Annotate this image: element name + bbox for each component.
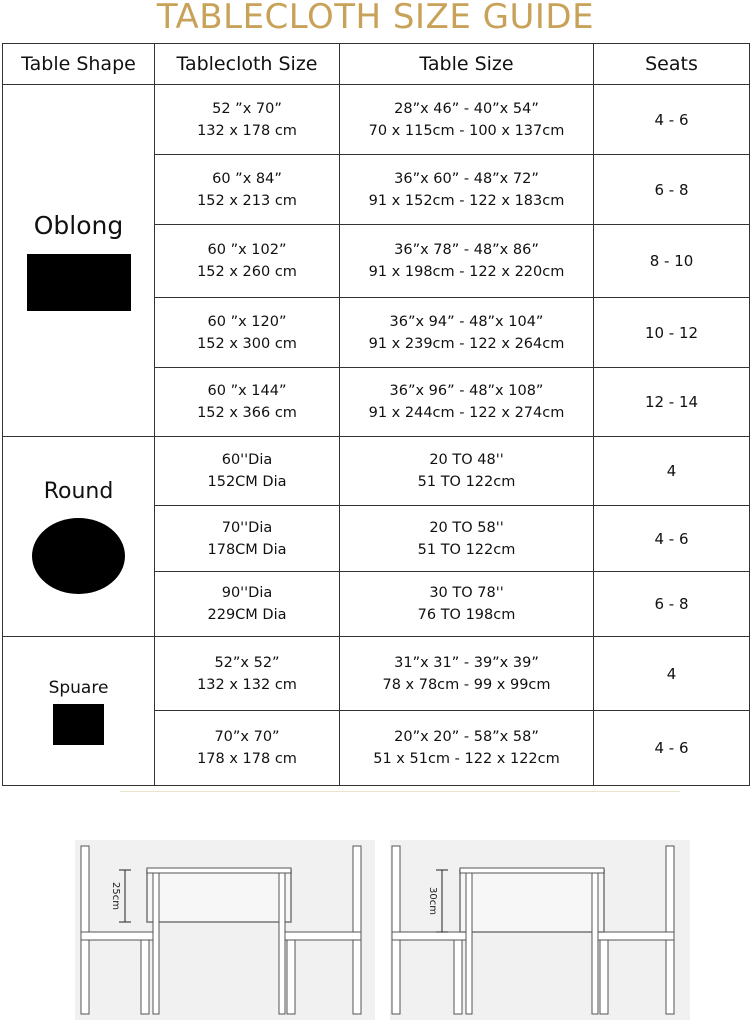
table-size-cell <box>340 155 594 225</box>
cloth-cm: 152 x 366 cm <box>197 405 297 421</box>
seats-cell: 4 - 6 <box>594 85 750 155</box>
shape-label-round: Round <box>43 479 114 504</box>
table-size-cell <box>340 298 594 368</box>
separator-line <box>120 791 680 792</box>
shape-square <box>3 637 155 786</box>
table-cm: 91 x 239cm - 122 x 264cm <box>368 335 565 352</box>
cloth-inches: 60 ”x 120” <box>207 313 287 330</box>
seats-cell: 12 - 14 <box>594 368 750 437</box>
round-shape-icon <box>32 518 125 594</box>
cloth-cm: 178CM Dia <box>207 541 287 558</box>
table-cm: 78 x 78cm - 99 x 99cm <box>382 676 551 693</box>
table-inches: 20 TO 58'' <box>429 519 504 536</box>
table-inches: 20 TO 48'' <box>429 452 504 468</box>
drop-length-label: 30cm <box>427 887 438 915</box>
table-size-cell <box>340 85 594 155</box>
header-row <box>3 44 750 85</box>
table-inches: 36”x 96” - 48”x 108” <box>389 383 544 399</box>
square-shape-icon <box>53 704 104 745</box>
cloth-size-cell <box>155 85 340 155</box>
table-size-cell <box>340 711 594 786</box>
table-size-cell <box>340 368 594 437</box>
shape-label-oblong: Oblong <box>33 210 124 240</box>
header-table-shape: Table Shape <box>3 44 155 85</box>
table-size-cell <box>340 572 594 637</box>
cloth-size-cell <box>155 572 340 637</box>
shape-label-square: Spuare <box>48 677 109 698</box>
table-inches: 20”x 20” - 58”x 58” <box>394 729 539 745</box>
table-inches: 28”x 46” - 40”x 54” <box>394 100 539 117</box>
cloth-size-cell <box>155 368 340 437</box>
cloth-cm: 152 x 300 cm <box>197 335 297 352</box>
cloth-inches: 60 ”x 84” <box>212 170 282 187</box>
seats-cell: 4 <box>594 437 750 506</box>
table-row <box>3 437 750 506</box>
drop-length-label: 25cm <box>110 882 121 910</box>
cloth-inches: 52 ”x 70” <box>212 100 282 117</box>
seats-cell: 4 <box>594 637 750 711</box>
shape-oblong <box>3 85 155 437</box>
cloth-inches: 90''Dia <box>221 585 273 601</box>
shape-round <box>3 437 155 637</box>
cloth-size-cell <box>155 506 340 572</box>
page-title: TABLECLOTH SIZE GUIDE <box>156 0 595 37</box>
cloth-size-cell <box>155 437 340 506</box>
header-table-size: Table Size <box>340 44 594 85</box>
cloth-cm: 152 x 260 cm <box>197 264 297 280</box>
cloth-size-cell <box>155 155 340 225</box>
table-chairs-illustration-right <box>390 840 690 1020</box>
header-seats: Seats <box>594 44 750 85</box>
cloth-inches: 70”x 70” <box>214 729 280 745</box>
cloth-inches: 70''Dia <box>221 519 273 536</box>
table-cm: 91 x 198cm - 122 x 220cm <box>368 264 565 280</box>
drop-diagram-left <box>75 840 375 1020</box>
table-inches: 31”x 31” - 39”x 39” <box>394 654 539 671</box>
cloth-inches: 60 ”x 144” <box>207 383 287 399</box>
cloth-size-cell <box>155 225 340 298</box>
table-inches: 36”x 60” - 48”x 72” <box>394 170 539 187</box>
table-inches: 36”x 78” - 48”x 86” <box>394 242 539 258</box>
table-cm: 51 x 51cm - 122 x 122cm <box>373 751 560 767</box>
seats-cell: 4 - 6 <box>594 711 750 786</box>
seats-cell: 4 - 6 <box>594 506 750 572</box>
seats-cell: 6 - 8 <box>594 572 750 637</box>
table-cm: 76 TO 198cm <box>417 607 516 623</box>
cloth-inches: 60 ”x 102” <box>207 242 287 258</box>
size-guide-table <box>2 43 750 786</box>
table-size-cell <box>340 637 594 711</box>
table-size-cell <box>340 437 594 506</box>
cloth-size-cell <box>155 711 340 786</box>
drop-diagram-right <box>390 840 690 1020</box>
table-size-cell <box>340 225 594 298</box>
cloth-size-cell <box>155 298 340 368</box>
table-cm: 91 x 152cm - 122 x 183cm <box>368 192 565 209</box>
header-tablecloth-size: Tablecloth Size <box>155 44 340 85</box>
seats-cell: 10 - 12 <box>594 298 750 368</box>
table-cm: 70 x 115cm - 100 x 137cm <box>368 122 565 139</box>
table-cm: 91 x 244cm - 122 x 274cm <box>368 405 565 421</box>
cloth-cm: 132 x 178 cm <box>197 122 297 139</box>
cloth-cm: 152CM Dia <box>207 474 287 490</box>
cloth-cm: 229CM Dia <box>207 607 287 623</box>
cloth-cm: 152 x 213 cm <box>197 192 297 209</box>
table-row <box>3 637 750 711</box>
cloth-size-cell <box>155 637 340 711</box>
cloth-cm: 132 x 132 cm <box>197 676 297 693</box>
table-row <box>3 85 750 155</box>
cloth-cm: 178 x 178 cm <box>197 751 297 767</box>
table-inches: 36”x 94” - 48”x 104” <box>389 313 544 330</box>
table-cm: 51 TO 122cm <box>417 474 516 490</box>
table-chairs-illustration-left <box>75 840 375 1020</box>
table-cm: 51 TO 122cm <box>417 541 516 558</box>
seats-cell: 8 - 10 <box>594 225 750 298</box>
table-size-cell <box>340 506 594 572</box>
cloth-inches: 52”x 52” <box>214 654 280 671</box>
table-inches: 30 TO 78'' <box>429 585 504 601</box>
seats-cell: 6 - 8 <box>594 155 750 225</box>
cloth-inches: 60''Dia <box>221 452 273 468</box>
oblong-shape-icon <box>27 254 131 311</box>
